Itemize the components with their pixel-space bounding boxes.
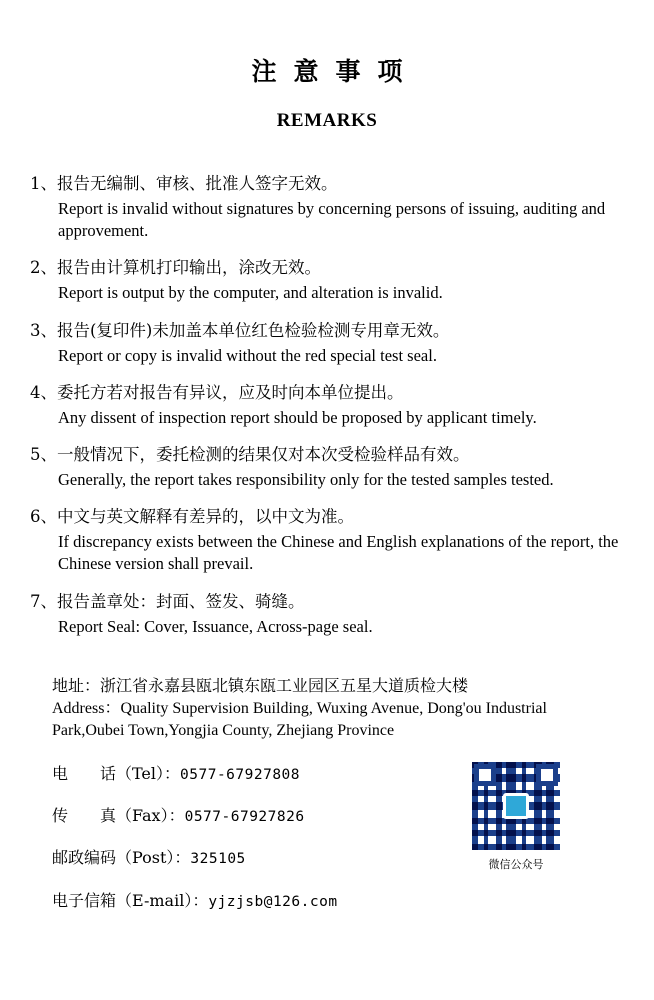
qr-center-logo <box>503 793 529 819</box>
address-chinese: 地址：浙江省永嘉县瓯北镇东瓯工业园区五星大道质检大楼 <box>52 675 469 695</box>
remarks-list <box>0 172 654 638</box>
remark-text-chinese: 2、报告由计算机打印输出，涂改无效。 <box>30 258 321 278</box>
fax-value: 0577-67927826 <box>184 809 305 826</box>
postcode-label: 邮政编码（Post）： <box>52 848 191 868</box>
list-item <box>30 505 626 575</box>
contact-block <box>0 674 654 912</box>
address-english: Address：Quality Supervision Building, Wuxing Avenue, Dong'ou Industrial Park,Oubei Town,Yongjia County, Zhejiang Province <box>52 699 547 740</box>
remark-text-english: Report is invalid without signatures by concerning persons of issuing, auditing and approvement. <box>58 198 606 241</box>
postcode-value: 325105 <box>190 851 246 868</box>
remark-text-english: Report or copy is invalid without the red special test seal. <box>58 345 437 365</box>
remark-text-chinese: 4、委托方若对报告有异议，应及时向本单位提出。 <box>30 382 404 402</box>
list-item <box>30 256 626 304</box>
email-label: 电子信箱（E-mail）： <box>52 890 209 910</box>
remark-text-english: Report is output by the computer, and alteration is invalid. <box>58 283 443 303</box>
page-title-english: REMARKS <box>276 110 378 131</box>
fax-label: 传 真（Fax）： <box>52 806 185 826</box>
qr-label: 微信公众号 <box>488 857 544 871</box>
remark-text-chinese: 3、报告(复印件)未加盖本单位红色检验检测专用章无效。 <box>30 320 450 340</box>
remark-text-chinese: 7、报告盖章处：封面、签发、骑缝。 <box>30 591 305 611</box>
email-row <box>52 890 624 912</box>
page-title-chinese: 注意事项 <box>251 57 420 86</box>
telephone-label: 电 话（Tel）： <box>52 763 181 783</box>
remark-text-english: Generally, the report takes responsibility only for the tested samples tested. <box>58 469 554 489</box>
email-value: yjzjsb@126.com <box>208 893 338 910</box>
list-item <box>30 443 626 491</box>
list-item <box>30 172 626 242</box>
remark-text-english: If discrepancy exists between the Chinese and English explanations of the report, the Chinese version shall prevail. <box>58 532 619 574</box>
remark-text-chinese: 5、一般情况下，委托检测的结果仅对本次受检验样品有效。 <box>30 445 470 465</box>
qr-code-icon <box>472 762 560 850</box>
remark-text-english: Any dissent of inspection report should be proposed by applicant timely. <box>58 407 537 427</box>
list-item <box>30 381 626 429</box>
qr-block <box>468 762 564 872</box>
telephone-value: 0577-67927808 <box>180 766 301 783</box>
remark-text-chinese: 1、报告无编制、审核、批准人签字无效。 <box>30 174 338 193</box>
list-item <box>30 590 626 638</box>
remark-text-chinese: 6、中文与英文解释有差异的，以中文为准。 <box>30 507 354 527</box>
list-item <box>30 319 626 367</box>
remark-text-english: Report Seal: Cover, Issuance, Across-page seal. <box>58 616 373 636</box>
